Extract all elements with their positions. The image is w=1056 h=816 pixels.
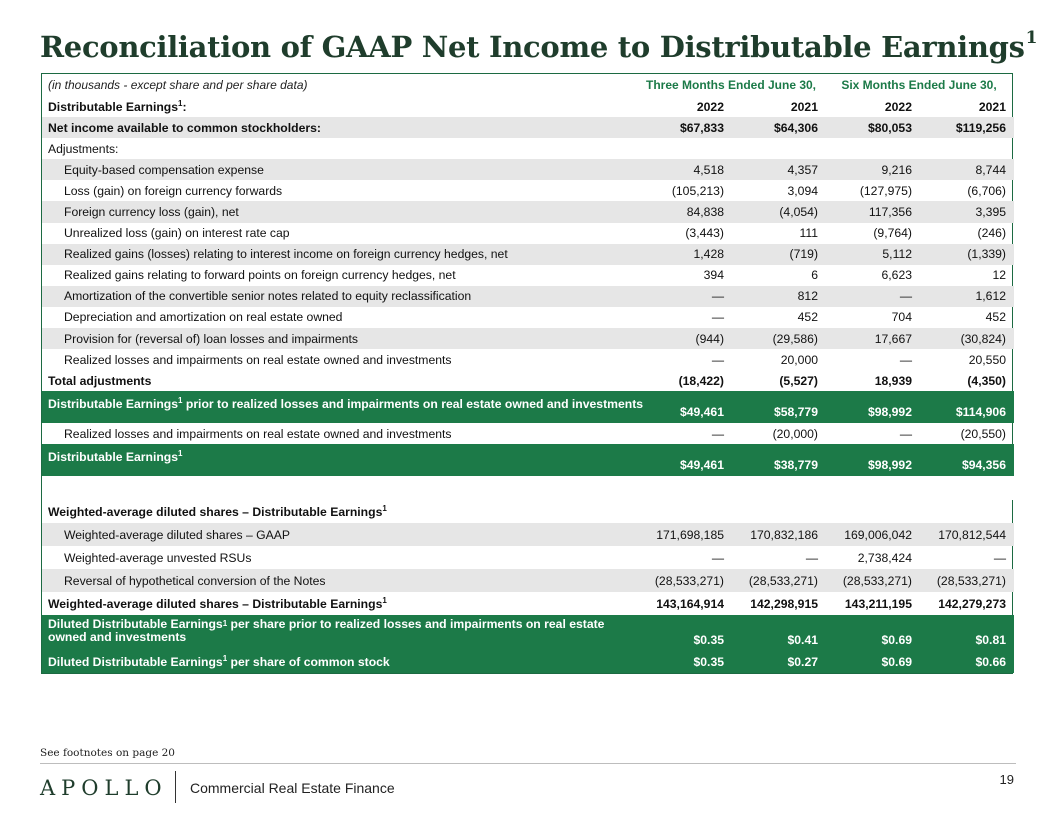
adjustment-row: [42, 286, 1014, 307]
row-label: [42, 592, 638, 615]
shares-row: [42, 569, 1014, 592]
label-text: Weighted-average diluted shares – Distributable Earnings: [48, 596, 383, 611]
empty-cell: [42, 476, 638, 500]
row-label: [42, 180, 638, 201]
label-text: Net income available to common stockholders:: [48, 120, 321, 135]
value-cell: 143,211,195: [844, 596, 912, 611]
value-cell: 143,164,914: [656, 596, 724, 611]
value-cell: $114,906: [920, 391, 1014, 423]
footnote-reference: See footnotes on page 20: [40, 747, 175, 759]
value-cell: (1,339): [920, 244, 1014, 265]
row-label: [42, 615, 638, 651]
spacer-row: [42, 476, 1014, 500]
empty-cell: [638, 500, 732, 523]
label-text: Diluted Distributable Earnings: [48, 617, 223, 632]
empty-cell: [638, 476, 732, 500]
value-cell: (28,533,271): [920, 569, 1014, 592]
value-cell: 5,112: [826, 244, 920, 265]
label-text: Distributable Earnings: [48, 99, 179, 114]
value-cell: $80,053: [826, 117, 920, 138]
label-text: Realized gains (losses) relating to interest income on foreign currency hedges, net: [64, 247, 508, 262]
value-cell: $49,461: [638, 391, 732, 423]
row-label: [42, 138, 638, 159]
row-label: [42, 201, 638, 222]
value-cell: 394: [703, 268, 724, 283]
value-cell: —: [899, 426, 912, 441]
empty-cell: [638, 138, 732, 159]
empty-cell: [732, 138, 826, 159]
value-cell: 9,216: [826, 159, 920, 180]
value-cell: $98,992: [826, 444, 920, 476]
value-cell: 2,738,424: [857, 550, 912, 565]
shares-row: [42, 546, 1014, 569]
adjustment-row: [42, 223, 1014, 244]
row-label: [42, 265, 638, 286]
value-cell: (719): [732, 244, 826, 265]
value-cell: (20,550): [960, 426, 1006, 441]
period-header-row: [42, 74, 1014, 96]
realized-losses-row: [42, 423, 1014, 444]
value-cell: (944): [638, 328, 732, 349]
year-header: 2021: [790, 99, 818, 114]
label-text: prior to realized losses and impairments on real estate owned and investments: [182, 397, 644, 412]
value-cell: 704: [891, 310, 912, 325]
adjustment-row: [42, 349, 1014, 370]
value-cell: 142,298,915: [750, 596, 818, 611]
value-cell: 4,357: [732, 159, 826, 180]
row-label: [42, 307, 638, 328]
value-cell: (28,533,271): [826, 569, 920, 592]
year-header: 2022: [696, 99, 724, 114]
value-cell: 17,667: [826, 328, 920, 349]
value-cell: 170,812,544: [920, 523, 1014, 546]
value-cell: $0.66: [920, 651, 1014, 672]
row-label: [42, 370, 638, 391]
row-label: [42, 328, 638, 349]
value-cell: —: [805, 550, 818, 565]
value-cell: $67,833: [638, 117, 732, 138]
value-cell: 12: [992, 268, 1006, 283]
total-adjustments-row: [42, 370, 1014, 391]
value-cell: —: [711, 310, 724, 325]
adjustment-row: [42, 244, 1014, 265]
apollo-logo: APOLLO: [40, 776, 168, 800]
value-cell: $0.35: [638, 615, 732, 651]
value-cell: —: [638, 286, 732, 307]
units-note: (in thousands - except share and per share data): [48, 78, 308, 92]
value-cell: (127,975): [859, 183, 912, 198]
value-cell: (3,443): [685, 226, 724, 241]
value-cell: (246): [977, 226, 1006, 241]
value-cell: $38,779: [732, 444, 826, 476]
title-footnote-marker: 1: [1025, 28, 1038, 48]
row-label: [42, 423, 638, 444]
value-cell: (4,350): [967, 373, 1006, 388]
row-label: [42, 500, 638, 523]
value-cell: 20,000: [780, 352, 818, 367]
row-label: [42, 244, 638, 265]
label-text: Weighted-average unvested RSUs: [64, 550, 252, 565]
label-text: Reversal of hypothetical conversion of the Notes: [64, 573, 326, 588]
reconciliation-table: [41, 73, 1013, 674]
value-cell: $49,461: [638, 444, 732, 476]
label-text: Weighted-average diluted shares – GAAP: [64, 527, 291, 542]
value-cell: —: [711, 352, 724, 367]
label-text: Foreign currency loss (gain), net: [64, 205, 239, 220]
value-cell: 6: [811, 268, 818, 283]
value-cell: (30,824): [920, 328, 1014, 349]
value-cell: 20,550: [968, 352, 1006, 367]
row-label: [42, 117, 638, 138]
value-cell: (5,527): [779, 373, 818, 388]
row-label: [42, 651, 638, 672]
label-text: per share of common stock: [227, 654, 390, 669]
label-text: per share prior to realized losses and impairments on real estate owned and investments: [48, 617, 605, 645]
value-cell: $119,256: [920, 117, 1014, 138]
value-cell: 117,356: [826, 201, 920, 222]
footer-divider: [40, 763, 1016, 764]
label-text: Realized losses and impairments on real estate owned and investments: [64, 426, 452, 441]
value-cell: 1,612: [920, 286, 1014, 307]
year-header: 2021: [978, 99, 1006, 114]
value-cell: 170,832,186: [732, 523, 826, 546]
row-label: [42, 569, 638, 592]
diluted-prior-row: [42, 615, 1014, 651]
value-cell: 8,744: [920, 159, 1014, 180]
value-cell: $0.41: [732, 615, 826, 651]
value-cell: $0.35: [638, 651, 732, 672]
value-cell: —: [711, 426, 724, 441]
adjustment-row: [42, 201, 1014, 222]
row-label: [42, 159, 638, 180]
row-label: [42, 286, 638, 307]
value-cell: (18,422): [678, 373, 724, 388]
distributable-earnings-row: [42, 444, 1014, 476]
footnote-marker: 1: [222, 653, 228, 663]
value-cell: —: [711, 550, 724, 565]
value-cell: $0.69: [826, 615, 920, 651]
empty-cell: [732, 476, 826, 500]
row-label: [42, 391, 644, 423]
adjustment-row: [42, 265, 1014, 286]
value-cell: 1,428: [638, 244, 732, 265]
shares-total-row: [42, 592, 1014, 615]
value-cell: $94,356: [920, 444, 1014, 476]
value-cell: 812: [732, 286, 826, 307]
label-text: Amortization of the convertible senior notes related to equity reclassification: [64, 289, 472, 304]
label-text: Diluted Distributable Earnings: [48, 654, 223, 669]
empty-cell: [920, 138, 1014, 159]
value-cell: 3,395: [920, 201, 1014, 222]
value-cell: $0.69: [826, 651, 920, 672]
value-cell: 84,838: [638, 201, 732, 222]
value-cell: —: [826, 286, 920, 307]
label-text: Unrealized loss (gain) on interest rate cap: [64, 226, 290, 241]
value-cell: $58,779: [732, 391, 826, 423]
label-text: Depreciation and amortization on real estate owned: [64, 310, 343, 325]
label-text: Realized gains relating to forward points on foreign currency hedges, net: [64, 268, 456, 283]
shares-header-row: [42, 500, 1014, 523]
label-text: Provision for (reversal of) loan losses and impairments: [64, 331, 358, 346]
value-cell: (4,054): [732, 201, 826, 222]
value-cell: —: [993, 550, 1006, 565]
label-text: Total adjustments: [48, 373, 152, 388]
adjustment-row: [42, 159, 1014, 180]
value-cell: (105,213): [671, 183, 724, 198]
footnote-marker: 1: [382, 503, 387, 513]
adjustment-row: [42, 307, 1014, 328]
empty-cell: [826, 500, 920, 523]
period-six-months: Six Months Ended June 30,: [841, 78, 997, 92]
distributable-earnings-prior-row: [42, 391, 1014, 423]
value-cell: $0.81: [920, 615, 1014, 651]
row-label: [42, 523, 638, 546]
value-cell: 18,939: [874, 373, 912, 388]
label-text: Equity-based compensation expense: [64, 162, 264, 177]
label-text: Loss (gain) on foreign currency forwards: [64, 183, 283, 198]
value-cell: $98,992: [826, 391, 920, 423]
footnote-marker: 1: [178, 449, 183, 459]
page-number: 19: [999, 772, 1014, 787]
footnote-marker: 1: [178, 98, 183, 108]
value-cell: (20,000): [772, 426, 818, 441]
page-title: Reconciliation of GAAP Net Income to Distributable Earnings$^1$: [40, 28, 1038, 64]
label-text: :: [182, 99, 187, 114]
value-cell: (9,764): [873, 226, 912, 241]
year-header-row: [42, 96, 1014, 117]
value-cell: $0.27: [732, 651, 826, 672]
diluted-row: [42, 651, 1014, 672]
empty-cell: [920, 500, 1014, 523]
footnote-marker: 1: [222, 619, 228, 629]
value-cell: 452: [985, 310, 1006, 325]
net-income-row: [42, 117, 1014, 138]
logo-divider: [175, 771, 176, 803]
label-text: Realized losses and impairments on real estate owned and investments: [64, 352, 452, 367]
empty-cell: [920, 476, 1014, 500]
value-cell: 142,279,273: [938, 596, 1006, 611]
value-cell: $64,306: [732, 117, 826, 138]
value-cell: 4,518: [638, 159, 732, 180]
footnote-marker: 1: [382, 595, 387, 605]
adjustment-row: [42, 180, 1014, 201]
empty-cell: [732, 500, 826, 523]
adjustments-header-row: [42, 138, 1014, 159]
row-label: [42, 96, 638, 117]
label-text: Distributable Earnings: [48, 397, 179, 412]
footer-tagline: Commercial Real Estate Finance: [190, 780, 395, 796]
value-cell: (29,586): [732, 328, 826, 349]
footnote-marker: 1: [178, 396, 183, 406]
value-cell: 3,094: [787, 183, 818, 198]
row-label: [42, 546, 638, 569]
empty-cell: [826, 138, 920, 159]
value-cell: 171,698,185: [638, 523, 732, 546]
shares-row: [42, 523, 1014, 546]
period-three-months: Three Months Ended June 30,: [645, 78, 817, 92]
value-cell: 452: [797, 310, 818, 325]
value-cell: 6,623: [881, 268, 912, 283]
row-label: [42, 223, 638, 244]
label-text: Distributable Earnings: [48, 450, 179, 465]
value-cell: (6,706): [967, 183, 1006, 198]
adjustment-row: [42, 328, 1014, 349]
row-label: [42, 444, 638, 476]
row-label: [42, 349, 638, 370]
value-cell: 111: [799, 226, 818, 241]
value-cell: —: [899, 352, 912, 367]
empty-cell: [826, 476, 920, 500]
value-cell: (28,533,271): [638, 569, 732, 592]
year-header: 2022: [884, 99, 912, 114]
label-text: Weighted-average diluted shares – Distributable Earnings: [48, 504, 383, 519]
value-cell: (28,533,271): [732, 569, 826, 592]
value-cell: 169,006,042: [826, 523, 920, 546]
label-text: Adjustments:: [48, 141, 119, 156]
